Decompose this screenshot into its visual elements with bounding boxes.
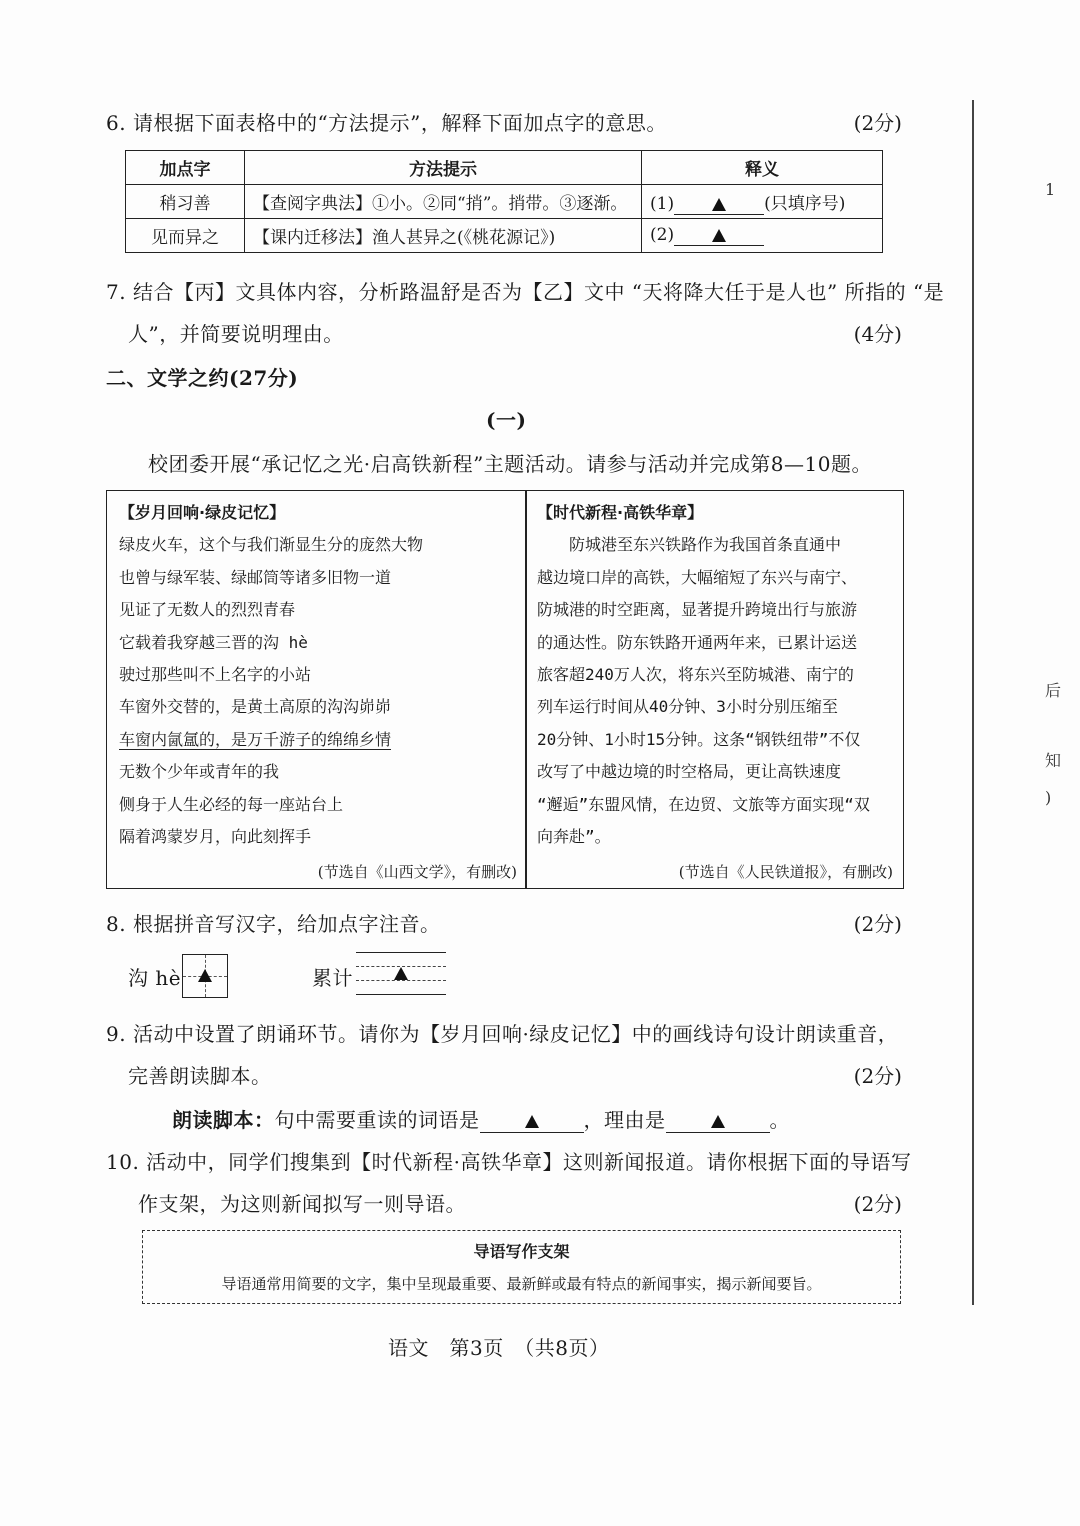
news-header: 【时代新程·高铁华章】	[537, 503, 704, 522]
q10-line1: 10. 活动中，同学们搜集到【时代新程·高铁华章】这则新闻报道。请你根据下面的导语写	[106, 1150, 912, 1174]
triangle-icon	[711, 1115, 725, 1128]
table-row	[126, 185, 883, 219]
q8-score: (2分)	[853, 912, 902, 936]
dotted-word: 稍习善	[159, 194, 211, 214]
margin-line	[972, 100, 974, 1305]
news-column	[537, 497, 897, 888]
q8-item2-label: 累计	[312, 966, 353, 990]
news-line: 旅客超240万人次，将东兴至防城港、南宁的	[537, 665, 854, 685]
table-cell-word	[126, 219, 245, 253]
news-line: 20分钟、1小时15分钟。这条“钢铁纽带”不仅	[537, 729, 861, 749]
triangle-icon	[525, 1115, 539, 1128]
q10-line2: 作支架，为这则新闻拟写一则导语。	[138, 1192, 466, 1216]
section-sub: (一)	[486, 408, 527, 432]
q7-line1: 7. 结合【丙】文具体内容，分析路温舒是否为【乙】文中 “天将降大任于是人也” 所指的 “是	[106, 280, 945, 304]
q6-text: 6. 请根据下面表格中的“方法提示”，解释下面加点字的意思。	[106, 111, 667, 135]
poem-line: 也曾与绿军装、绿邮筒等诸多旧物一道	[119, 567, 392, 587]
table-header-hint: 方法提示	[245, 151, 642, 185]
material-box	[106, 490, 904, 889]
script-blank-reason[interactable]	[666, 1108, 770, 1133]
section-title: 二、文学之约(27分)	[106, 366, 299, 390]
pinyin-line	[356, 980, 446, 981]
news-line: 改写了中越边境的时空格局，更让高铁速度	[537, 762, 842, 782]
poem-line: 绿皮火车，这个与我们渐显生分的庞然大物	[119, 535, 424, 555]
q7-score: (4分)	[853, 322, 902, 346]
poem-line: 它载着我穿越三晋的沟 hè	[119, 632, 308, 652]
poem-line: 车窗外交替的，是黄土高原的沟沟峁峁	[119, 697, 392, 717]
table-cell-answer[interactable]	[642, 219, 883, 253]
scaffold-text: 导语通常用简要的文字，集中呈现最重要、最新鲜或最有特点的新闻事实，揭示新闻要旨。	[221, 1275, 822, 1293]
news-line: 防城港至东兴铁路作为我国首条直通中	[537, 535, 842, 555]
script-label: 朗读脚本：	[172, 1108, 275, 1132]
poem-line: 隔着鸿蒙岁月，向此刻挥手	[119, 827, 312, 847]
scaffold-title: 导语写作支架	[473, 1242, 570, 1261]
q9-line1: 9. 活动中设置了朗诵环节。请你为【岁月回响·绿皮记忆】中的画线诗句设计朗读重音，	[106, 1022, 899, 1046]
table-cell-hint: 【查阅字典法】①小。②同“捎”。捎带。③逐渐。	[245, 185, 642, 219]
margin-char: 1	[1045, 180, 1056, 199]
q10-score: (2分)	[853, 1192, 902, 1216]
table-cell-hint: 【课内迁移法】渔人甚异之(《桃花源记》)	[245, 219, 642, 253]
page-footer: 语文 第3页 （共8页）	[388, 1336, 610, 1360]
column-divider	[525, 491, 527, 888]
script-text-c: 。	[769, 1108, 790, 1132]
news-line: 列车运行时间从40分钟、3小时分别压缩至	[537, 697, 838, 717]
table-header-meaning: 释义	[642, 151, 883, 185]
script-blank-word[interactable]	[480, 1108, 584, 1133]
table-cell-word	[126, 185, 245, 219]
script-text-b: ，理由是	[583, 1108, 666, 1132]
table-row	[126, 219, 883, 253]
reading-script	[172, 1104, 790, 1133]
q6-score: (2分)	[853, 111, 902, 135]
news-line: 防城港的时空距离，显著提升跨境出行与旅游	[537, 600, 858, 620]
news-line: “邂逅”东盟风情，在边贸、文旅等方面实现“双	[537, 794, 870, 814]
answer-prefix: (1)	[650, 193, 675, 214]
dotted-word: 见而异之	[151, 228, 219, 248]
q9-line2: 完善朗读脚本。	[128, 1064, 272, 1088]
pinyin-line	[356, 952, 446, 953]
answer-blank[interactable]	[674, 194, 764, 215]
poem-line: 见证了无数人的烈烈青春	[119, 600, 296, 620]
poem-line: 侧身于人生必经的每一座站台上	[119, 794, 344, 814]
answer-blank[interactable]	[674, 225, 764, 246]
poem-header: 【岁月回响·绿皮记忆】	[119, 503, 286, 522]
writing-scaffold	[142, 1230, 901, 1304]
poem-line-underlined	[119, 724, 519, 756]
pinyin-line	[356, 994, 446, 995]
q8-text: 8. 根据拼音写汉字，给加点字注音。	[106, 912, 441, 936]
news-line: 越边境口岸的高铁，大幅缩短了东兴与南宁、	[537, 567, 858, 587]
table-cell-answer[interactable]	[642, 185, 883, 219]
margin-char: 后	[1045, 681, 1062, 700]
script-text-a: 句中需要重读的词语是	[274, 1108, 480, 1132]
q9-score: (2分)	[853, 1064, 902, 1088]
news-source: (节选自《人民铁道报》，有删改)	[678, 863, 893, 881]
q7-line2: 人”，并简要说明理由。	[128, 322, 344, 346]
triangle-icon	[712, 229, 726, 242]
poem-line: 无数个少年或青年的我	[119, 762, 280, 782]
character-box[interactable]	[182, 954, 228, 998]
underlined-text: 车窗内氤氲的，是万千游子的绵绵乡情	[119, 729, 392, 749]
method-table	[125, 150, 883, 253]
answer-prefix: (2)	[650, 225, 675, 245]
section-intro: 校团委开展“承记忆之光·启高铁新程”主题活动。请参与活动并完成第8—10题。	[148, 452, 872, 476]
poem-source: (节选自《山西文学》，有删改)	[317, 863, 517, 881]
news-line: 的通达性。防东铁路开通两年来，已累计运送	[537, 632, 858, 652]
margin-char: )	[1045, 788, 1052, 807]
poem-column	[119, 497, 519, 888]
triangle-icon	[198, 969, 212, 982]
pinyin-lines[interactable]	[356, 952, 446, 996]
news-line: 向奔赴”。	[537, 827, 611, 847]
margin-char: 知	[1045, 751, 1062, 770]
poem-line: 驶过那些叫不上名字的小站	[119, 665, 312, 685]
table-header-word: 加点字	[126, 151, 245, 185]
triangle-icon	[394, 967, 408, 980]
answer-suffix: (只填序号)	[764, 193, 846, 214]
triangle-icon	[712, 198, 726, 211]
q8-item1-label: 沟 hè	[128, 966, 182, 990]
